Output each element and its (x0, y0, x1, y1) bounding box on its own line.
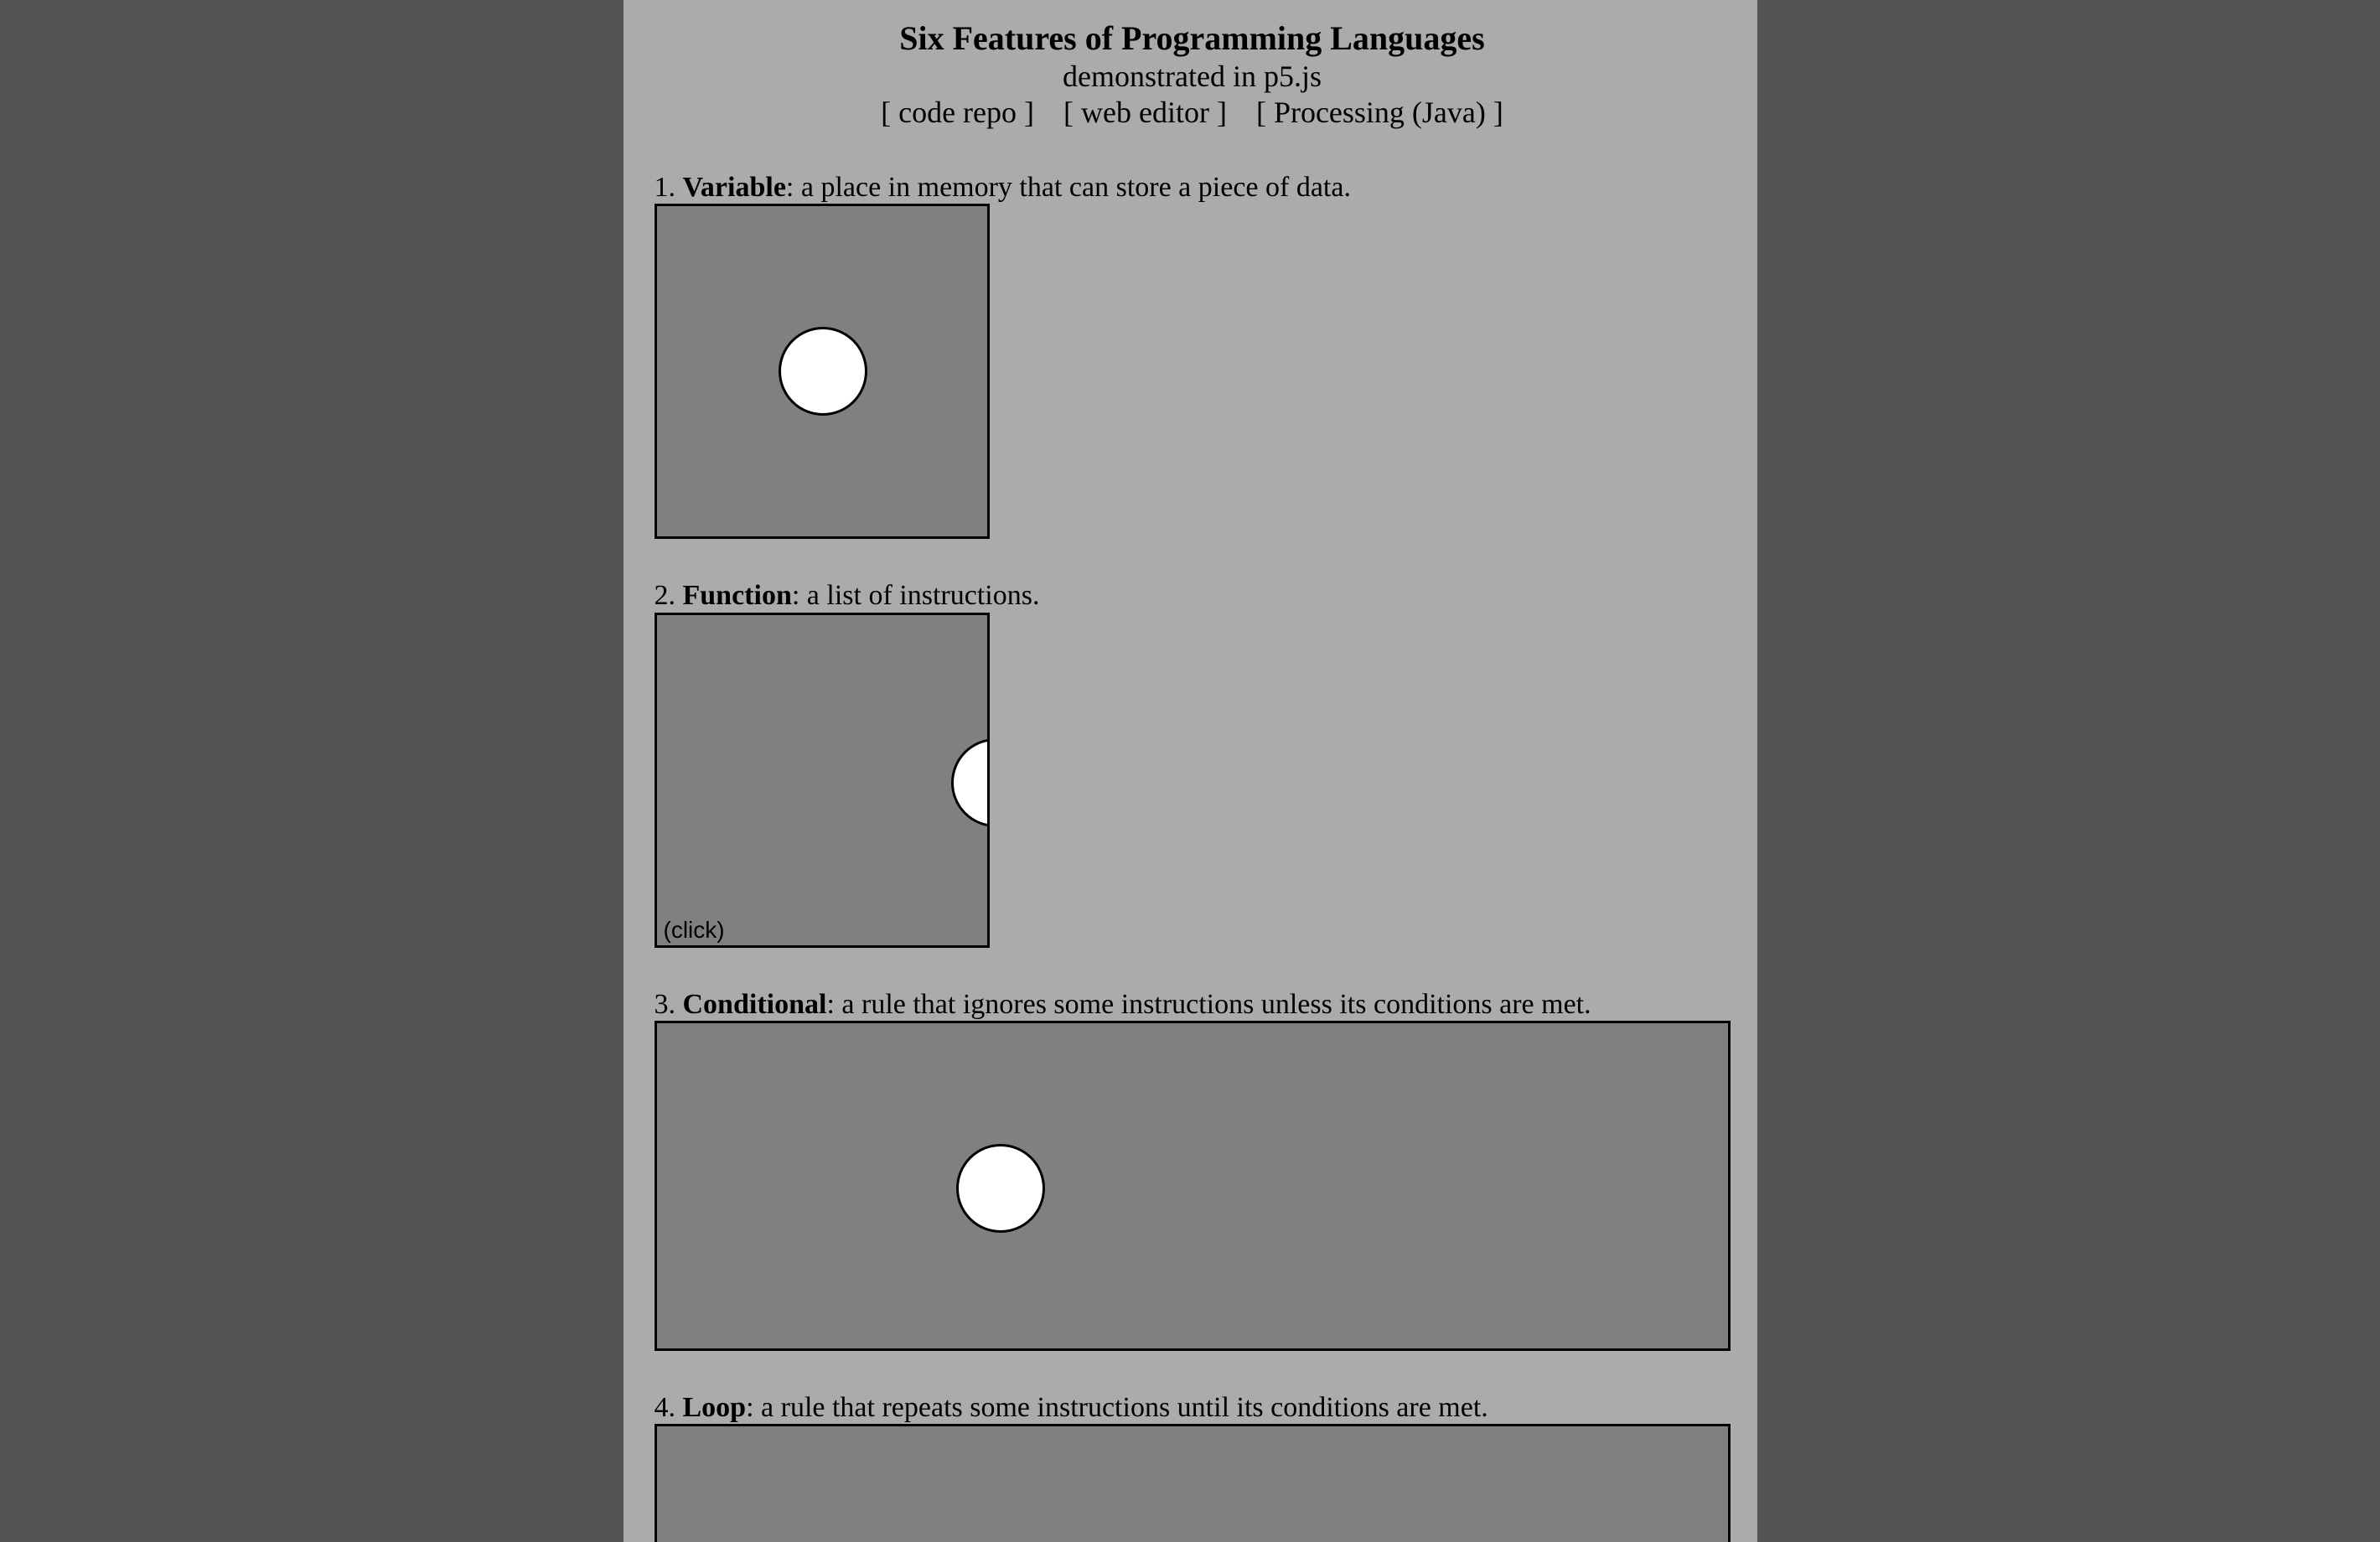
section-function (654, 579, 1731, 947)
section-number: 1. (654, 172, 683, 204)
page-title: Six Features of Programming Languages (899, 19, 1485, 57)
section-number: 4. (654, 1391, 683, 1423)
section-variable (654, 171, 1731, 539)
page-subtitle: demonstrated in p5.js (1063, 60, 1322, 93)
section-term: Function (682, 580, 792, 612)
section-description: : a list of instructions. (791, 580, 1040, 612)
section-description: : a rule that repeats some instructions until its conditions are met. (746, 1391, 1488, 1423)
section-heading (654, 171, 1731, 204)
loop-sketch-canvas[interactable] (654, 1424, 1731, 1542)
section-term: Loop (682, 1391, 747, 1423)
click-hint-label: (click) (663, 916, 725, 943)
processing-java-link[interactable]: [ Processing (Java) ] (1255, 96, 1503, 130)
section-description: : a place in memory that can store a piece of data. (785, 172, 1351, 204)
section-heading (654, 1391, 1731, 1424)
conditional-sketch-canvas[interactable] (654, 1021, 1731, 1351)
web-editor-link[interactable]: [ web editor ] (1063, 96, 1227, 130)
page-header (654, 18, 1731, 131)
section-heading (654, 579, 1731, 612)
section-number: 2. (654, 580, 683, 612)
ball (779, 327, 867, 416)
section-loop (654, 1391, 1731, 1542)
links-row (654, 95, 1731, 131)
section-conditional (654, 988, 1731, 1351)
page-column (623, 0, 1757, 1542)
function-sketch-canvas[interactable] (654, 613, 990, 948)
section-number: 3. (654, 988, 683, 1020)
section-description: : a rule that ignores some instructions unless its conditions are met. (826, 988, 1591, 1020)
section-term: Conditional (682, 988, 827, 1020)
section-heading (654, 988, 1731, 1021)
section-term: Variable (682, 172, 786, 204)
code-repo-link[interactable]: [ code repo ] (881, 96, 1035, 130)
ball (956, 1144, 1045, 1233)
ball (951, 738, 990, 827)
variable-sketch-canvas[interactable] (654, 204, 990, 539)
